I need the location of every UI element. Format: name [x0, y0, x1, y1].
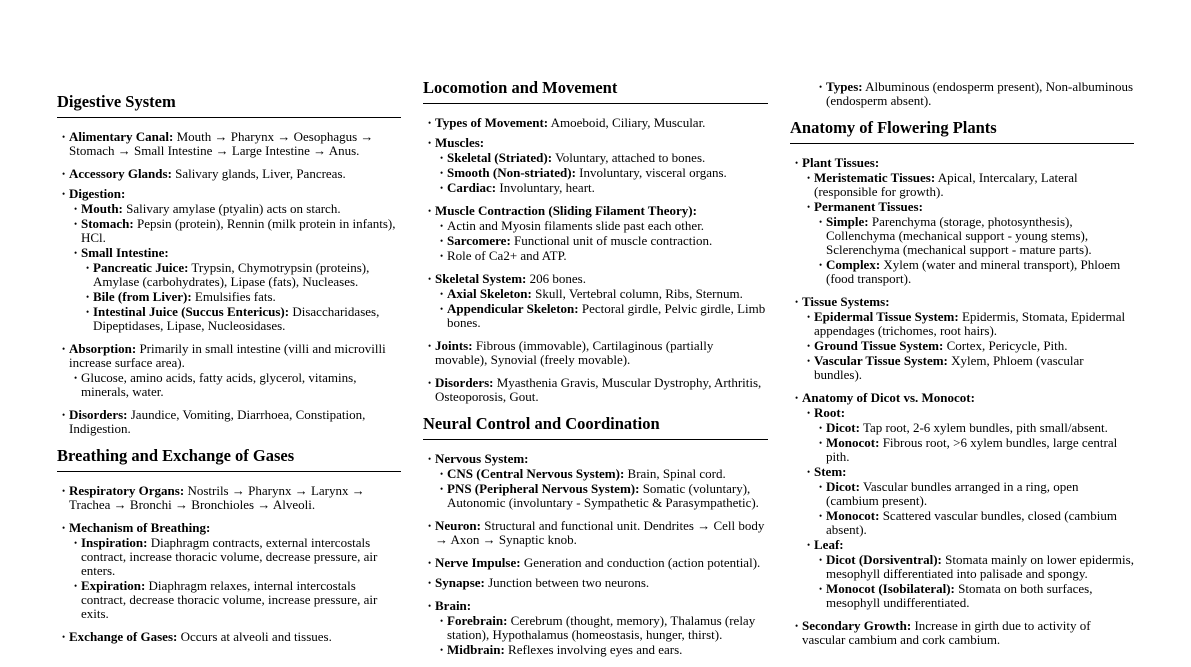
list-item: • Dicot (Dorsiventral): Stomata mainly on lower epidermis, mesophyll differentiated into palisade and spongy. [814, 553, 1134, 581]
list-item: • Vascular Tissue System: Xylem, Phloem (vascular bundles). [802, 354, 1134, 382]
sub-list [69, 371, 401, 399]
list-item: • Types: Albuminous (endosperm present), Non-albuminous (endosperm absent). [814, 80, 1134, 108]
section-breathing [57, 446, 401, 644]
topic-list [423, 116, 768, 404]
list-item: • Complex: Xylem (water and mineral transport), Phloem (food transport). [814, 258, 1134, 286]
list-item: • Synapse: Junction between two neurons. [423, 576, 768, 590]
list-item: • Forebrain: Cerebrum (thought, memory), Thalamus (relay station), Hypothalamus (homeostasis, hunger, thirst). [435, 614, 768, 642]
list-item: • Inspiration: Diaphragm contracts, external intercostals contract, increase thoracic volume, decrease pressure, air enters. [69, 536, 401, 578]
list-item: • Pancreatic Juice: Trypsin, Chymotrypsin (proteins), Amylase (carbohydrates), Lipase (fats), Nucleases. [81, 261, 401, 289]
list-item: • Expiration: Diaphragm relaxes, internal intercostals contract, decrease thoracic volume, increase pressure, air exits. [69, 579, 401, 621]
list-item: • Small Intestine: • Pancreatic Juice: Trypsin, Chymotrypsin (proteins), Amylase (carbohydrates), Lipase (fats), Nucleases. • Bile (from Liver): Emulsifies fats. • Intestinal Juice (Succus Entericus): Disaccharidases, Dipeptidases, Lipase, Nucleosidases. [69, 246, 401, 333]
list-item: • Disorders: Jaundice, Vomiting, Diarrhoea, Constipation, Indigestion. [57, 408, 401, 436]
section-digestive-system [57, 92, 401, 436]
sub-list [814, 553, 1134, 610]
list-item: • Bile (from Liver): Emulsifies fats. [81, 290, 401, 304]
list-item: • Nerve Impulse: Generation and conduction (action potential). [423, 556, 768, 570]
list-item: • Accessory Glands: Salivary glands, Liver, Pancreas. [57, 167, 401, 181]
topic-list [423, 452, 768, 657]
list-item: • Meristematic Tissues: Apical, Intercalary, Lateral (responsible for growth). [802, 171, 1134, 199]
sub-list [69, 202, 401, 333]
list-item: • Digestion: • Mouth: Salivary amylase (ptyalin) acts on starch. • Stomach: Pepsin (protein), Rennin (milk protein in infants), HCl. • Small Intestine: • Pancreatic Juice: Trypsin, Chymotrypsin (proteins), Amylase (carbohydrates), Lipase (fats), Nucleases. • Bile (from Liver): Emulsifies fats. • Intestinal Juice (Succus Entericus): Disaccharidases, Dipeptidases, Lipase, Nucleosidases. [57, 187, 401, 333]
column-3 [790, 80, 1134, 657]
sub-list [802, 310, 1134, 382]
topic-list [57, 484, 401, 644]
list-item: • Monocot: Fibrous root, >6 xylem bundles, large central pith. [814, 436, 1134, 464]
list-item: • Role of Ca2+ and ATP. [435, 249, 768, 263]
list-item: • Midbrain: Reflexes involving eyes and ears. [435, 643, 768, 657]
list-item: • Alimentary Canal: Mouth → Pharynx → Oesophagus → Stomach → Small Intestine → Large Intestine → Anus. [57, 130, 401, 158]
list-item: • Absorption: Primarily in small intestine (villi and microvilli increase surface area). • Glucose, amino acids, fatty acids, glycerol, vitamins, minerals, water. [57, 342, 401, 399]
list-item: • Monocot: Scattered vascular bundles, closed (cambium absent). [814, 509, 1134, 537]
list-item: • Muscle Contraction (Sliding Filament Theory): • Actin and Myosin filaments slide past each other. • Sarcomere: Functional unit of muscle contraction. • Role of Ca2+ and ATP. [423, 204, 768, 263]
column-2 [423, 78, 768, 667]
section-title: Neural Control and Coordination [423, 414, 768, 440]
sub-list [435, 467, 768, 510]
list-item: • Dicot: Vascular bundles arranged in a ring, open (cambium present). [814, 480, 1134, 508]
sub-list [435, 219, 768, 263]
sub-list [69, 536, 401, 621]
section-neural-control [423, 414, 768, 657]
list-item: • Mouth: Salivary amylase (ptyalin) acts on starch. [69, 202, 401, 216]
list-item: • Root: • Dicot: Tap root, 2-6 xylem bundles, pith small/absent. • Monocot: Fibrous root, >6 xylem bundles, large central pith. [802, 406, 1134, 464]
list-item: • Brain: • Forebrain: Cerebrum (thought, memory), Thalamus (relay station), Hypothalamus (homeostasis, hunger, thirst). • Midbrain: Reflexes involving eyes and ears. [423, 599, 768, 657]
sub-list [435, 614, 768, 657]
list-item: • Secondary Growth: Increase in girth due to activity of vascular cambium and cork cambium. [790, 619, 1134, 647]
sub-list [802, 171, 1134, 286]
list-item: • CNS (Central Nervous System): Brain, Spinal cord. [435, 467, 768, 481]
list-item: • Smooth (Non-striated): Involuntary, visceral organs. [435, 166, 768, 180]
section-title: Locomotion and Movement [423, 78, 768, 104]
list-item: • Neuron: Structural and functional unit. Dendrites → Cell body → Axon → Synaptic knob. [423, 519, 768, 547]
list-item: • Permanent Tissues: • Simple: Parenchyma (storage, photosynthesis), Collenchyma (mechanical support - young stems), Sclerenchyma (mechanical support - mature parts). • Complex: Xylem (water and mineral transport), Phloem (food transport). [802, 200, 1134, 286]
list-item: • Appendicular Skeleton: Pectoral girdle, Pelvic girdle, Limb bones. [435, 302, 768, 330]
list-item: • Stomach: Pepsin (protein), Rennin (milk protein in infants), HCl. [69, 217, 401, 245]
list-item: • Muscles: • Skeletal (Striated): Voluntary, attached to bones. • Smooth (Non-striated): Involuntary, visceral organs. • Cardiac: Involuntary, heart. [423, 136, 768, 195]
section-anatomy-flowering-plants [790, 118, 1134, 647]
list-item: • Simple: Parenchyma (storage, photosynthesis), Collenchyma (mechanical support - young stems), Sclerenchyma (mechanical support - mature parts). [814, 215, 1134, 257]
list-item: • Joints: Fibrous (immovable), Cartilaginous (partially movable), Synovial (freely movable). [423, 339, 768, 367]
topic-list [790, 156, 1134, 647]
sub-list [435, 151, 768, 195]
list-item: • Mechanism of Breathing: • Inspiration: Diaphragm contracts, external intercostals contract, increase thoracic volume, decrease pressure, air enters. • Expiration: Diaphragm relaxes, internal intercostals contract, decrease thoracic volume, increase pressure, air exits. [57, 521, 401, 621]
list-item: • Actin and Myosin filaments slide past each other. [435, 219, 768, 233]
list-item: • PNS (Peripheral Nervous System): Somatic (voluntary), Autonomic (involuntary - Sympathetic & Parasympathetic). [435, 482, 768, 510]
sub-list [435, 287, 768, 330]
list-item: • Types of Movement: Amoeboid, Ciliary, Muscular. [423, 116, 768, 130]
list-item: • Ground Tissue System: Cortex, Pericycle, Pith. [802, 339, 1134, 353]
sub-list [81, 261, 401, 333]
section-title: Breathing and Exchange of Gases [57, 446, 401, 472]
list-item: • Sarcomere: Functional unit of muscle contraction. [435, 234, 768, 248]
list-item: • Monocot (Isobilateral): Stomata on both surfaces, mesophyll undifferentiated. [814, 582, 1134, 610]
list-item: • Tissue Systems: • Epidermal Tissue System: Epidermis, Stomata, Epidermal appendages (trichomes, root hairs). • Ground Tissue System: Cortex, Pericycle, Pith. • Vascular Tissue System: Xylem, Phloem (vascular bundles). [790, 295, 1134, 382]
list-item: • Exchange of Gases: Occurs at alveoli and tissues. [57, 630, 401, 644]
sub-list [814, 421, 1134, 464]
sub-list [814, 480, 1134, 537]
section-title: Digestive System [57, 92, 401, 118]
list-item: • Nervous System: • CNS (Central Nervous System): Brain, Spinal cord. • PNS (Peripheral Nervous System): Somatic (voluntary), Autonomic (involuntary - Sympathetic & Parasympathetic). [423, 452, 768, 510]
list-item: • Axial Skeleton: Skull, Vertebral column, Ribs, Sternum. [435, 287, 768, 301]
list-item: • Stem: • Dicot: Vascular bundles arranged in a ring, open (cambium present). • Monocot: Scattered vascular bundles, closed (cambium absent). [802, 465, 1134, 537]
section-locomotion [423, 78, 768, 404]
sub-list [802, 406, 1134, 610]
list-item: • Intestinal Juice (Succus Entericus): Disaccharidases, Dipeptidases, Lipase, Nucleosidases. [81, 305, 401, 333]
list-item: • Glucose, amino acids, fatty acids, glycerol, vitamins, minerals, water. [69, 371, 401, 399]
list-item: • Anatomy of Dicot vs. Monocot: • Root: • Dicot: Tap root, 2-6 xylem bundles, pith small/absent. • Monocot: Fibrous root, >6 xylem bundles, large central pith. • Stem: • Dicot: Vascular bundles arranged in a ring, open (cambium present). • Monocot: Scattered vascular bundles, closed (cambium absent). • Leaf: • Dicot (Dorsiventral): Stomata mainly on lower epidermis, mesophyll differentiated into palisade and spongy. • Monocot (Isobilateral): Stomata on both surfaces, mesophyll undifferentiated. [790, 391, 1134, 610]
continued-list [790, 80, 1134, 108]
section-title: Anatomy of Flowering Plants [790, 118, 1134, 144]
list-item: • Plant Tissues: • Meristematic Tissues: Apical, Intercalary, Lateral (responsible for growth). • Permanent Tissues: • Simple: Parenchyma (storage, photosynthesis), Collenchyma (mechanical support - young stems), Sclerenchyma (mechanical support - mature parts). • Complex: Xylem (water and mineral transport), Phloem (food transport). [790, 156, 1134, 286]
sub-list [814, 215, 1134, 286]
list-item: • Respiratory Organs: Nostrils → Pharynx → Larynx → Trachea → Bronchi → Bronchioles → Alveoli. [57, 484, 401, 512]
list-item: • Disorders: Myasthenia Gravis, Muscular Dystrophy, Arthritis, Osteoporosis, Gout. [423, 376, 768, 404]
list-item: • Skeletal (Striated): Voluntary, attached to bones. [435, 151, 768, 165]
list-item: • Cardiac: Involuntary, heart. [435, 181, 768, 195]
topic-list [57, 130, 401, 436]
column-1 [57, 92, 401, 654]
list-item: • Dicot: Tap root, 2-6 xylem bundles, pith small/absent. [814, 421, 1134, 435]
list-item: • Leaf: • Dicot (Dorsiventral): Stomata mainly on lower epidermis, mesophyll differentiated into palisade and spongy. • Monocot (Isobilateral): Stomata on both surfaces, mesophyll undifferentiated. [802, 538, 1134, 610]
list-item: • Epidermal Tissue System: Epidermis, Stomata, Epidermal appendages (trichomes, root hairs). [802, 310, 1134, 338]
list-item: • Skeletal System: 206 bones. • Axial Skeleton: Skull, Vertebral column, Ribs, Sternum. • Appendicular Skeleton: Pectoral girdle, Pelvic girdle, Limb bones. [423, 272, 768, 330]
